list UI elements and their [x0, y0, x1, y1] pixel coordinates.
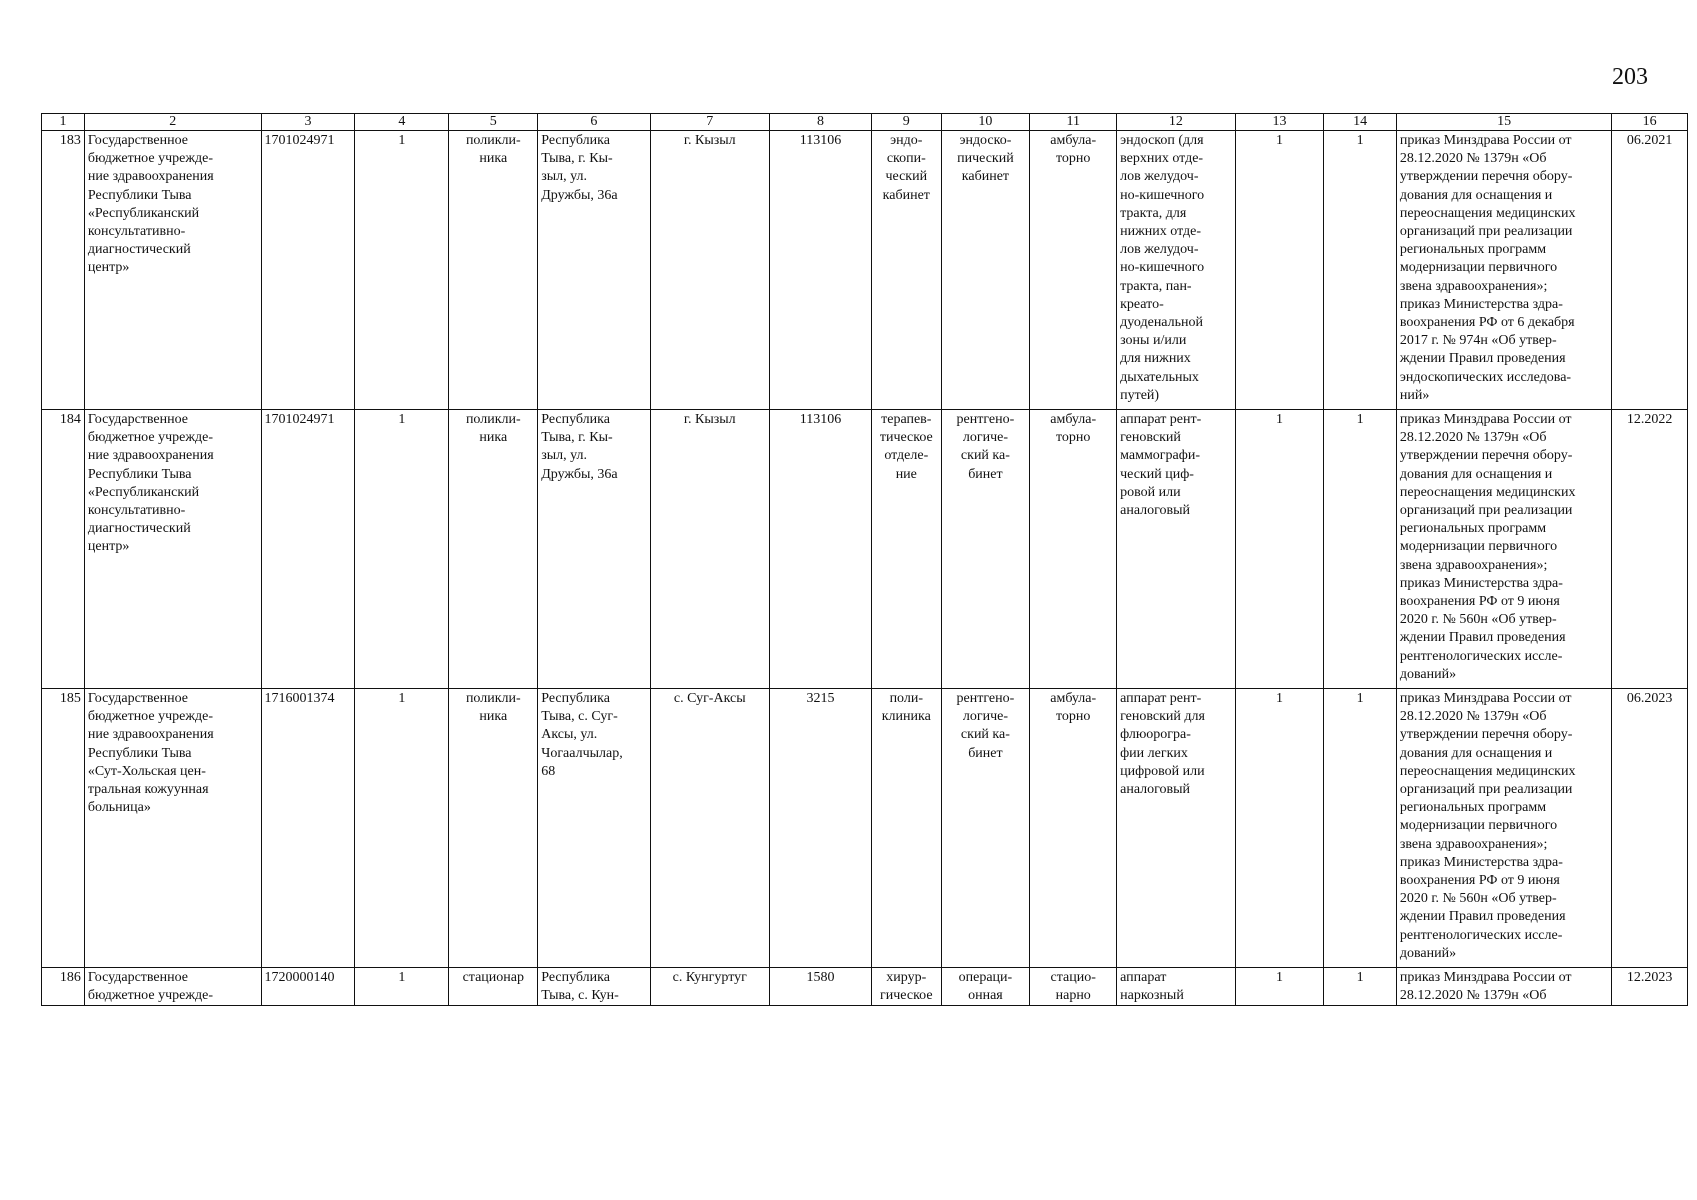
row-number: 186	[42, 968, 85, 1006]
organization-name: Государственное бюджетное учрежде- ние здравоохранения Республики Тыва «Республиканский консультативно- диагностический центр»	[84, 410, 261, 689]
column-header: 10	[941, 114, 1030, 131]
equipment: эндоскоп (для верхних отде- лов желудоч- но-кишечного тракта, для нижних отде- лов желудоч- но-кишечного тракта, пан- креато- дуоденальной зоны и/или для нижних дыхательных путей)	[1117, 131, 1235, 410]
col-8-value: 113106	[769, 131, 871, 410]
inn: 1701024971	[261, 410, 355, 689]
col-8-value: 3215	[769, 689, 871, 968]
column-header: 7	[650, 114, 769, 131]
col-14-value: 1	[1324, 689, 1396, 968]
column-header: 13	[1235, 114, 1324, 131]
care-mode: амбула- торно	[1030, 410, 1117, 689]
table-row	[42, 968, 1688, 1006]
inn: 1716001374	[261, 689, 355, 968]
department: терапев- тическое отделе- ние	[872, 410, 941, 689]
organization-name: Государственное бюджетное учрежде- ние здравоохранения Республики Тыва «Сут-Хольская цен- тральная кожуунная больница»	[84, 689, 261, 968]
department: поли- клиника	[872, 689, 941, 968]
row-number: 185	[42, 689, 85, 968]
organization-name: Государственное бюджетное учрежде- ние здравоохранения Республики Тыва «Республиканский консультативно- диагностический центр»	[84, 131, 261, 410]
date: 12.2022	[1612, 410, 1688, 689]
legal-basis: приказ Минздрава России от 28.12.2020 № 1379н «Об	[1396, 968, 1611, 1006]
column-header: 16	[1612, 114, 1688, 131]
col-14-value: 1	[1324, 968, 1396, 1006]
facility-type: поликли- ника	[449, 131, 538, 410]
locality: с. Суг-Аксы	[650, 689, 769, 968]
col-8-value: 1580	[769, 968, 871, 1006]
row-number: 184	[42, 410, 85, 689]
locality: с. Кунгуртуг	[650, 968, 769, 1006]
facility-type: поликли- ника	[449, 410, 538, 689]
col-14-value: 1	[1324, 410, 1396, 689]
address: Республика Тыва, с. Кун-	[538, 968, 650, 1006]
room: рентгено- логиче- ский ка- бинет	[941, 410, 1030, 689]
col-8-value: 113106	[769, 410, 871, 689]
col-4-value: 1	[355, 410, 449, 689]
equipment-register-table	[41, 113, 1688, 1006]
address: Республика Тыва, г. Кы- зыл, ул. Дружбы, 36а	[538, 410, 650, 689]
column-header: 12	[1117, 114, 1235, 131]
date: 06.2023	[1612, 689, 1688, 968]
care-mode: амбула- торно	[1030, 131, 1117, 410]
inn: 1720000140	[261, 968, 355, 1006]
column-header: 8	[769, 114, 871, 131]
legal-basis: приказ Минздрава России от 28.12.2020 № 1379н «Об утверждении перечня обору- дования для оснащения и переоснащения медицинских организаций при реализации региональных программ модернизации первичного звена здравоохранения»; приказ Министерства здра- воохранения РФ от 9 июня 2020 г. № 560н «Об утвер- ждении Правил проведения рентгенологических иссле- дований»	[1396, 689, 1611, 968]
column-header: 5	[449, 114, 538, 131]
room: рентгено- логиче- ский ка- бинет	[941, 689, 1030, 968]
facility-type: стационар	[449, 968, 538, 1006]
column-header: 14	[1324, 114, 1396, 131]
col-4-value: 1	[355, 131, 449, 410]
equipment: аппарат рент- геновский для флюорогра- фии легких цифровой или аналоговый	[1117, 689, 1235, 968]
col-13-value: 1	[1235, 131, 1324, 410]
col-4-value: 1	[355, 689, 449, 968]
care-mode: амбула- торно	[1030, 689, 1117, 968]
department: эндо- скопи- ческий кабинет	[872, 131, 941, 410]
facility-type: поликли- ника	[449, 689, 538, 968]
col-13-value: 1	[1235, 410, 1324, 689]
table-row	[42, 689, 1688, 968]
column-number-row	[42, 114, 1688, 131]
column-header: 2	[84, 114, 261, 131]
equipment: аппарат наркозный	[1117, 968, 1235, 1006]
department: хирур- гическое	[872, 968, 941, 1006]
organization-name: Государственное бюджетное учрежде-	[84, 968, 261, 1006]
address: Республика Тыва, г. Кы- зыл, ул. Дружбы, 36а	[538, 131, 650, 410]
column-header: 1	[42, 114, 85, 131]
row-number: 183	[42, 131, 85, 410]
column-header: 11	[1030, 114, 1117, 131]
col-14-value: 1	[1324, 131, 1396, 410]
column-header: 3	[261, 114, 355, 131]
column-header: 4	[355, 114, 449, 131]
page-number: 203	[1612, 64, 1648, 90]
address: Республика Тыва, с. Суг- Аксы, ул. Чогаалчылар, 68	[538, 689, 650, 968]
column-header: 6	[538, 114, 650, 131]
col-13-value: 1	[1235, 689, 1324, 968]
legal-basis: приказ Минздрава России от 28.12.2020 № 1379н «Об утверждении перечня обору- дования для оснащения и переоснащения медицинских организаций при реализации региональных программ модернизации первичного звена здравоохранения»; приказ Министерства здра- воохранения РФ от 6 декабря 2017 г. № 974н «Об утвер- ждении Правил проведения эндоскопических исследова- ний»	[1396, 131, 1611, 410]
locality: г. Кызыл	[650, 410, 769, 689]
room: операци- онная	[941, 968, 1030, 1006]
inn: 1701024971	[261, 131, 355, 410]
col-4-value: 1	[355, 968, 449, 1006]
date: 12.2023	[1612, 968, 1688, 1006]
equipment: аппарат рент- геновский маммографи- ческий циф- ровой или аналоговый	[1117, 410, 1235, 689]
table-row	[42, 410, 1688, 689]
legal-basis: приказ Минздрава России от 28.12.2020 № 1379н «Об утверждении перечня обору- дования для оснащения и переоснащения медицинских организаций при реализации региональных программ модернизации первичного звена здравоохранения»; приказ Министерства здра- воохранения РФ от 9 июня 2020 г. № 560н «Об утвер- ждении Правил проведения рентгенологических иссле- дований»	[1396, 410, 1611, 689]
col-13-value: 1	[1235, 968, 1324, 1006]
date: 06.2021	[1612, 131, 1688, 410]
room: эндоско- пический кабинет	[941, 131, 1030, 410]
locality: г. Кызыл	[650, 131, 769, 410]
column-header: 15	[1396, 114, 1611, 131]
table-row	[42, 131, 1688, 410]
column-header: 9	[872, 114, 941, 131]
care-mode: стацио- нарно	[1030, 968, 1117, 1006]
